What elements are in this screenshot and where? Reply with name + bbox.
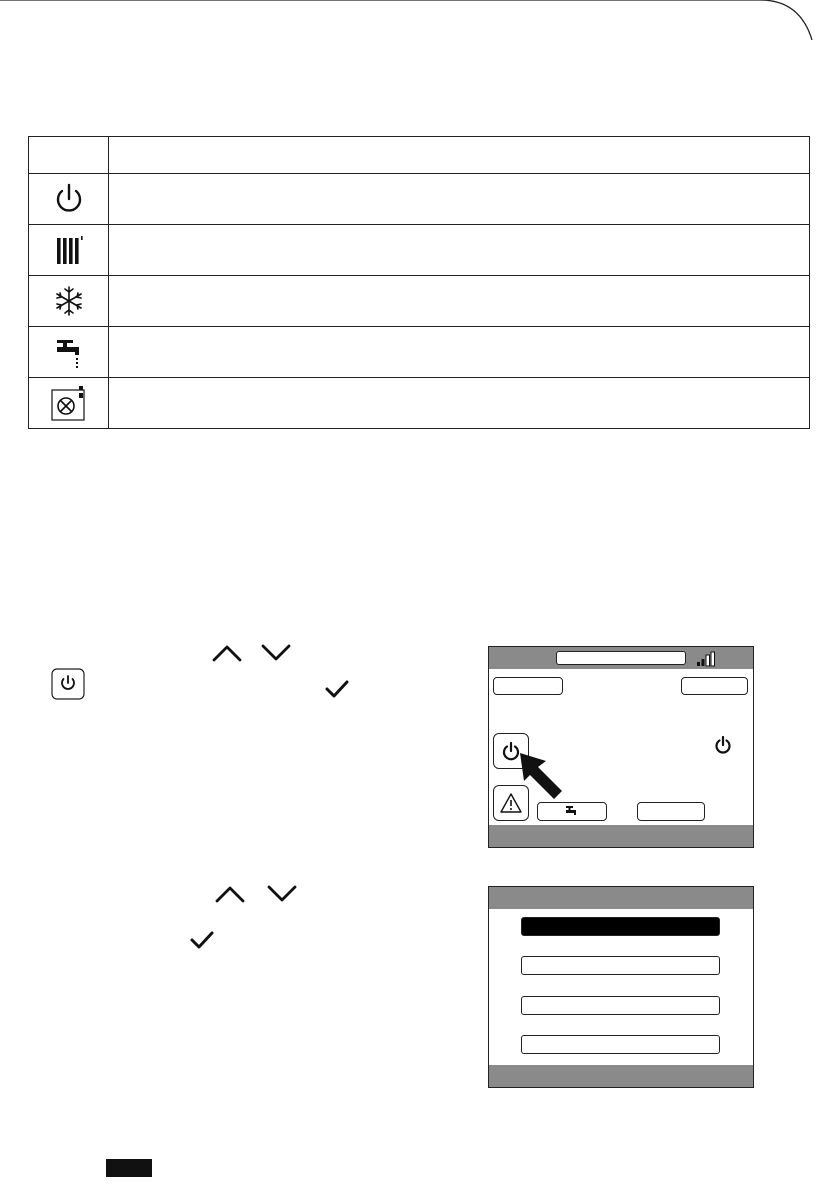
controller-menu-screen <box>488 886 754 1088</box>
table-icon-cell <box>29 327 109 378</box>
screen-footer-bar <box>489 1065 753 1087</box>
table-icon-cell <box>29 378 109 429</box>
table-row <box>29 276 810 327</box>
table-icon-cell <box>29 225 109 276</box>
checkmark-icon <box>324 678 350 700</box>
page-number-tab <box>106 1159 152 1177</box>
table-icon-cell <box>29 174 109 225</box>
table-description-cell <box>109 174 810 225</box>
table-row <box>29 378 810 429</box>
table-description-cell <box>109 276 810 327</box>
checkmark-icon <box>189 929 215 951</box>
table-description-cell <box>109 327 810 378</box>
screen-title-field <box>556 651 686 665</box>
table-icon-cell <box>29 276 109 327</box>
table-header-description-cell <box>109 137 810 174</box>
power-button-icon <box>51 668 85 700</box>
chevron-down-icon <box>260 643 292 663</box>
menu-item[interactable] <box>521 1035 720 1054</box>
table-row <box>29 327 810 378</box>
screen-warning-button[interactable] <box>493 785 529 821</box>
operating-modes-table <box>28 136 810 429</box>
menu-item[interactable] <box>521 996 720 1015</box>
controller-home-screen <box>488 646 754 848</box>
table-description-cell <box>109 225 810 276</box>
table-description-cell <box>109 378 810 429</box>
tap-hot-water-icon <box>51 334 87 370</box>
table-row <box>29 174 810 225</box>
table-header-icon-cell <box>29 137 109 174</box>
warning-icon <box>499 791 523 815</box>
screen-header-bar <box>489 887 753 909</box>
chevron-up-icon <box>214 884 246 904</box>
menu-item-selected[interactable] <box>521 917 720 936</box>
chevron-down-icon <box>266 884 298 904</box>
table-row <box>29 225 810 276</box>
screen-footer-bar <box>489 825 753 847</box>
power-status-icon <box>713 735 733 755</box>
top-decorative-rule <box>0 0 839 48</box>
chevron-up-icon <box>211 643 243 663</box>
screen-right-button[interactable] <box>681 677 748 695</box>
power-icon <box>51 181 87 217</box>
menu-item[interactable] <box>521 956 720 975</box>
signal-strength-icon <box>696 651 716 667</box>
tap-icon <box>565 805 579 818</box>
screen-mode-button[interactable] <box>637 802 705 821</box>
table-header-row <box>29 137 810 174</box>
screen-left-button[interactable] <box>493 677 563 695</box>
pool-mixing-valve-icon <box>49 384 89 422</box>
radiator-heating-icon <box>51 232 87 268</box>
screen-dhw-button[interactable] <box>537 802 607 821</box>
snowflake-cooling-icon <box>51 283 87 319</box>
